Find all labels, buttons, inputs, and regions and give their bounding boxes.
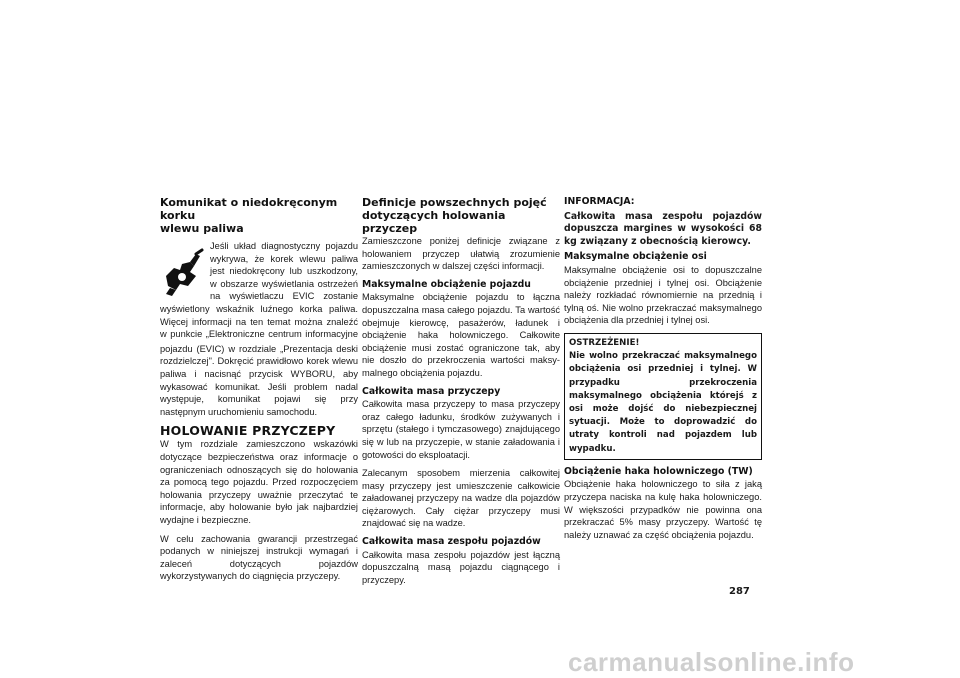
paragraph-trailer-weight-2: Zalecanym sposobem mierzenia całkowitej masy przyczepy jest umieszczenie całkowicie załadowanej przyczepy na wadze dla pojazdów ciężarowych. Cały ciężar przyczepy musi znajdować się na wadze.	[362, 468, 560, 529]
page-number: 287	[729, 586, 750, 597]
warning-text: Nie wolno przekraczać maksymalnego obciążenia osi przedniej i tylnej. W przypadku przekroczenia maksymalnego obciążenia którejś z osi może dojść do niebezpiecznej sytuacji. Może to doprowadzić do utraty kontroli nad pojazdem lub wypadku.	[569, 351, 757, 454]
definitions-intro: Zamieszczone poniżej definicje związane z holowaniem przyczep ułatwią zrozumienie zamieszczonych w dalszej części informacji.	[362, 236, 560, 272]
title-line-1: Komunikat o niedokręconym korku	[160, 196, 338, 222]
column-middle	[362, 196, 560, 592]
title-line-2: wlewu paliwa	[160, 222, 244, 235]
warning-box	[564, 333, 762, 460]
section-title-loose-fuel-cap	[160, 196, 358, 235]
column-left	[160, 196, 358, 589]
heading-gawr: Maksymalne obciążenie osi	[564, 251, 707, 263]
section-title-definitions	[362, 196, 560, 235]
watermark: carmanualsonline.info	[568, 647, 855, 677]
heading-gvwr: Maksymalne obciążenie pojazdu	[362, 278, 531, 290]
paragraph-tongue-weight: Obciążenie haka holowniczego to siła z jaką przyczepa naciska na kulę haka holowniczego. W większości przypadków nie powinna ona przekraczać 5% masy przyczepy. Wartość tę należy uznawać za część obciążenia pojazdu.	[564, 479, 762, 540]
section-title-trailer-towing: HOLOWANIE PRZYCZEPY	[160, 423, 336, 439]
trailer-towing-intro: W tym rozdziale zamieszczono wskazówki dotyczące bezpieczeństwa oraz informacje o ograniczeniach odnoszących się do holowania za pomocą tego pojazdu. Przed rozpoczęciem holowania przyczepy uważnie przeczytać te informacje, aby holowanie było jak najbardziej wydajne i bezpieczne.	[160, 439, 358, 525]
paragraph-gawr: Maksymalne obciążenie osi to dopuszczalne obciążenie przedniej i tylnej osi. Obciążenie należy rozkładać równomiernie na przednią i tylną oś. Nie wolno przekraczać maksymalnego obciążenia dla przedniej i tylnej osi.	[564, 264, 762, 326]
text-part-a: Jeśli układ diagnostyczny pojazdu wykrywa, że korek wlewu paliwa jest niedokręcony lub uszkodzony, w obszarze wyświetlania ostrzeżeń na wyświetlaczu EVIC zostanie wyświetlony wskaźnik luźnego korka paliwa. Więcej informacji na ten temat można znaleźć w punkcie „Elektroniczne centrum informacyjne pojazdu (EVIC)	[160, 241, 358, 354]
fuel-cap-icon	[160, 242, 206, 302]
title-line-2: dotyczących holowania przyczep	[362, 209, 506, 235]
info-text: Całkowita masa zespołu pojazdów dopuszcza margines w wysokości 68 kg związany z obecnością kierowcy.	[564, 210, 762, 247]
warning-label: OSTRZEŻENIE!	[569, 337, 640, 348]
paragraph-trailer-weight-1: Całkowita masa przyczepy to masa przyczepy oraz całego ładunku, środków zużywanych i sprzętu (stałego i tymczasowego) znajdującego się w lub na przyczepie, w stanie załadowania i gotowości do eksploatacji.	[362, 399, 560, 460]
paragraph-gcwr: Całkowita masa zespołu pojazdów jest łączną dopuszczalną masą pojazdu ciągnącego i przyczepy.	[362, 549, 560, 585]
column-right	[564, 196, 762, 547]
heading-tongue-weight: Obciążenie haka holowniczego (TW)	[564, 465, 753, 477]
trailer-towing-warranty: W celu zachowania gwarancji przestrzegać podanych w niniejszej instrukcji wymagań i zaleceń dotyczących pojazdów wykorzystywanych do ciągnięcia przyczepy.	[160, 533, 358, 582]
text-part-b: w rozdziale „Prezentacja deski rozdzielczej". Dokręcić prawidłowo korek wlewu paliwa i nacisnąć przycisk WYBORU, aby wykasować komunikat. Jeśli problem nadal występuje, komunikat pojawi się przy następnym uruchomieniu samochodu.	[160, 343, 358, 417]
paragraph-gvwr: Maksymalne obciążenie pojazdu to łączna dopuszczalna masa całego pojazdu. Ta wartość obejmuje kierowcę, pasażerów, ładunek i obciążenie haka holowniczego. Całkowite obciążenie musi zostać ograniczone tak, aby nie doszło do przekroczenia wartości maksymalnego obciążenia pojazdu.	[362, 292, 560, 378]
title-line-1: Definicje powszechnych pojęć	[362, 196, 547, 209]
heading-gcwr: Całkowita masa zespołu pojazdów	[362, 536, 541, 548]
loose-fuel-cap-paragraph	[160, 240, 358, 418]
heading-trailer-weight: Całkowita masa przyczepy	[362, 385, 501, 397]
info-label: INFORMACJA:	[564, 196, 635, 207]
